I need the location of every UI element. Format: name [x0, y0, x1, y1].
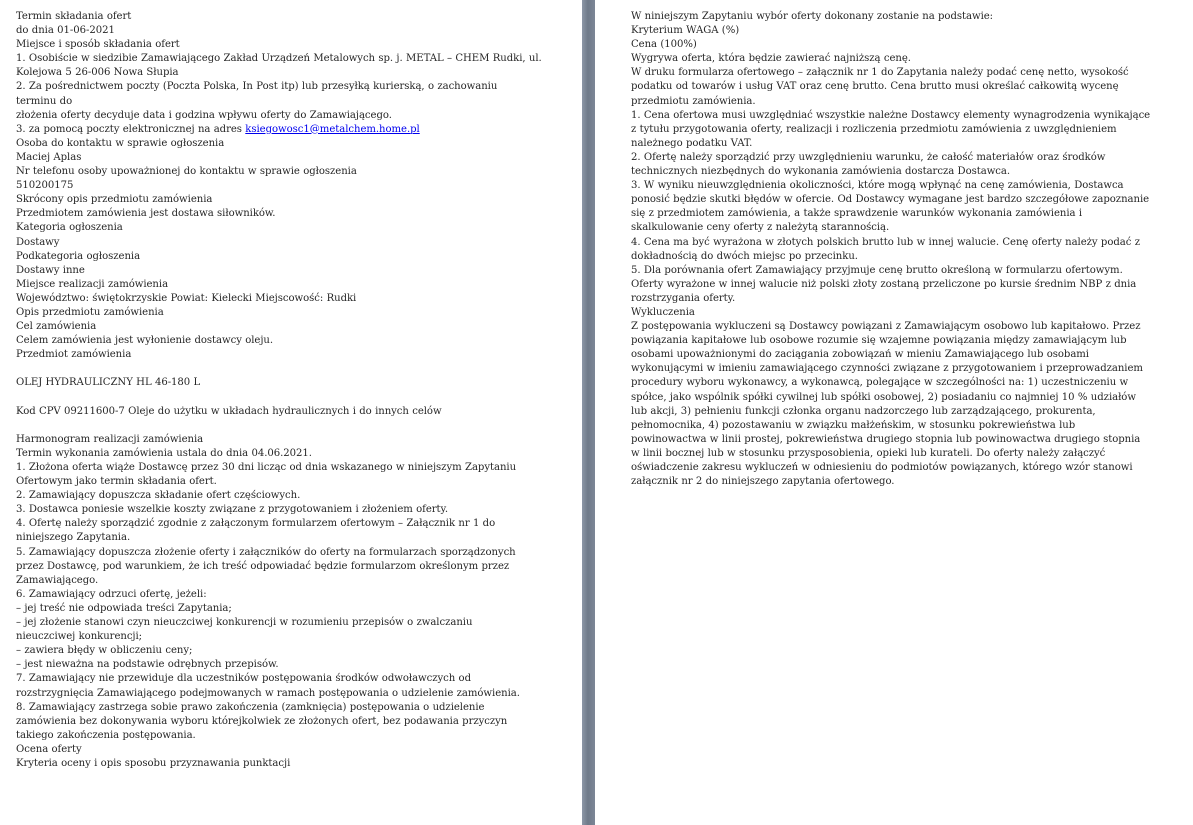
text-line: Nr telefonu osoby upoważnionej do kontaktu w sprawie ogłoszenia	[16, 166, 357, 178]
text-line: Harmonogram realizacji zamówienia	[16, 433, 204, 445]
text-line: 3. W wyniku nieuwzględnienia okoliczności, które mogą wpłynąć na cenę zamówienia, Dostawca	[631, 180, 1124, 192]
text-line: takiego zakończenia postępowania.	[16, 729, 196, 741]
text-line: 4. Ofertę należy sporządzić zgodnie z załączonym formularzem ofertowym – Załącznik nr 1 do	[16, 518, 496, 530]
text-line: załącznik nr 2 do niniejszego zapytania ofertowego.	[631, 476, 895, 488]
text-line: dokładnością do dwóch miejsc po przecinku.	[631, 250, 858, 262]
text-line: W niniejszym Zapytaniu wybór oferty dokonany zostanie na podstawie:	[631, 11, 994, 22]
text-line: 4. Cena ma być wyrażona w złotych polskich brutto lub w innej walucie. Cenę oferty należy podać z	[631, 236, 1140, 248]
text-line: rozstrzygnięcia Zamawiającego podejmowanych w ramach postępowania o udzielenie zamówienia.	[16, 687, 520, 699]
text-line: Kryterium WAGA (%)	[631, 25, 740, 37]
text-line: należnego podatku VAT.	[631, 137, 753, 149]
text-line: Ofertowym jako termin składania ofert.	[16, 476, 217, 488]
text-line: rozstrzygania oferty.	[631, 292, 736, 304]
text-line: złożenia oferty decyduje data i godzina wpływu oferty do Zamawiającego.	[16, 109, 392, 121]
blank-line	[16, 391, 556, 405]
text-line: podatku od towarów i usług VAT oraz cenę brutto. Cena brutto musi określać całkowitą wycenę	[631, 81, 1119, 93]
text-line: oświadczenie zakresu wykluczeń w odniesieniu do podmiotów powiązanych, którego wzór stanowi	[631, 462, 1133, 473]
text-line: Kategoria ogłoszenia	[16, 222, 123, 234]
text-line: Przedmiotem zamówienia jest dostawa siłowników.	[16, 208, 276, 220]
text-line: ponosić będzie skutki błędów w ofercie. Od Dostawcy wymagane jest bardzo szczegółowe zapoznanie	[631, 194, 1150, 206]
text-line: Zamawiającego.	[16, 574, 99, 586]
text-line: 7. Zamawiający nie przewiduje dla uczestników postępowania środków odwoławczych od	[16, 673, 472, 685]
text-line: – jej treść nie odpowiada treści Zapytania;	[16, 602, 232, 614]
text-column-left	[16, 10, 556, 771]
text-line: Miejsce realizacji zamówienia	[16, 278, 169, 290]
text-line: Województwo: świętokrzyskie Powiat: Kielecki Miejscowość: Rudki	[16, 292, 357, 304]
text-line: – zawiera błędy w obliczeniu ceny;	[16, 645, 193, 657]
text-line: Oferty wyrażone w innej walucie niż polski złoty zostaną przeliczone po kursie średnim NBP z dnia	[631, 278, 1137, 290]
text-line: skalkulowanie ceny oferty z należytą starannością.	[631, 222, 890, 234]
text-line: nieuczciwej konkurencji;	[16, 631, 143, 643]
text-line: – jest nieważna na podstawie odrębnych przepisów.	[16, 659, 279, 671]
text-line: Miejsce i sposób składania ofert	[16, 39, 180, 51]
text-line: 8. Zamawiający zastrzega sobie prawo zakończenia (zamknięcia) postępowania o udzielenie	[16, 701, 485, 713]
text-line: Kryteria oceny i opis sposobu przyznawania punktacji	[16, 757, 291, 769]
text-line: Osoba do kontaktu w sprawie ogłoszenia	[16, 137, 225, 149]
email-link[interactable]: ksiegowosc1@metalchem.home.pl	[245, 123, 420, 135]
text-line: 510200175	[16, 180, 74, 192]
text-line: 2. Ofertę należy sporządzić przy uwzględnieniu warunku, że całość materiałów oraz środków	[631, 151, 1106, 163]
text-line: Maciej Aplas	[16, 151, 82, 163]
text-line: terminu do	[16, 95, 73, 107]
text-line: osobami upoważnionymi do zaciągania zobowiązań w mieniu Zamawiającego lub osobami	[631, 349, 1089, 361]
text-line: technicznych niezbędnych do wykonania zamówienia dostarcza Dostawca.	[631, 166, 1011, 178]
text-line: Kolejowa 5 26-006 Nowa Słupia	[16, 67, 179, 79]
text-line: W druku formularza ofertowego – załącznik nr 1 do Zapytania należy podać cenę netto, wysokość	[631, 67, 1129, 79]
text-line: Podkategoria ogłoszenia	[16, 250, 141, 262]
text-line: z tytułu przygotowania oferty, realizacji i rozliczenia przedmiotu zamówienia z uwzględnieniem	[631, 123, 1117, 135]
text-line: zamówienia bez dokonywania wyboru którejkolwiek ze złożonych ofert, bez podawania przyczyn	[16, 715, 508, 727]
text-line: Cel zamówienia	[16, 321, 97, 333]
text-line: Cena (100%)	[631, 39, 697, 51]
text-line: Dostawy inne	[16, 264, 85, 276]
text-line: 1. Osobiście w siedzibie Zamawiającego Zakład Urządzeń Metalowych sp. j. METAL – CHEM Rudki, ul.	[16, 53, 542, 65]
text-line: 1. Złożona oferta wiąże Dostawcę przez 30 dni licząc od dnia wskazanego w niniejszym Zapytaniu	[16, 462, 517, 473]
document-page-left	[0, 0, 582, 825]
email-line	[16, 123, 556, 137]
text-line: Celem zamówienia jest wyłonienie dostawcy oleju.	[16, 335, 274, 347]
text-line: powiązania kapitałowe lub osobowe rozumie się wzajemne powiązania między zamawiającym lub	[631, 335, 1127, 347]
text-line: Termin składania ofert	[16, 11, 132, 22]
text-line: niniejszego Zapytania.	[16, 532, 131, 544]
text-line: Ocena oferty	[16, 743, 82, 755]
email-line-prefix: 3. za pomocą poczty elektronicznej na adres	[16, 123, 246, 135]
text-line: Termin wykonania zamówienia ustala do dnia 04.06.2021.	[16, 447, 312, 459]
text-line: Z postępowania wykluczeni są Dostawcy powiązani z Zamawiającym osobowo lub kapitałowo. Przez	[631, 321, 1141, 333]
text-line: 2. Za pośrednictwem poczty (Poczta Polska, In Post itp) lub przesyłką kurierską, o zachowaniu	[16, 81, 498, 93]
text-line: do dnia 01-06-2021	[16, 25, 115, 37]
text-line: procedury wyboru wykonawcy, a wykonawcą, polegające w szczególności na: 1) uczestniczeniu w	[631, 377, 1129, 389]
text-line: Wykluczenia	[631, 306, 695, 318]
text-line: 5. Dla porównania ofert Zamawiający przyjmuje cenę brutto określoną w formularzu ofertowym.	[631, 264, 1123, 276]
blank-line	[16, 362, 556, 376]
text-line: się z przedmiotem zamówienia, a także sprawdzenie warunków wykonania zamówienia i	[631, 208, 1083, 220]
text-line: Skrócony opis przedmiotu zamówienia	[16, 194, 213, 206]
text-line: lub akcji, 3) pełnieniu funkcji członka organu nadzorczego lub zarządzającego, prokurenta,	[631, 405, 1096, 417]
text-line: pełnomocnika, 4) pozostawaniu w związku małżeńskim, w stosunku pokrewieństwa lub	[631, 419, 1076, 431]
text-line: 3. Dostawca poniesie wszelkie koszty związane z przygotowaniem i złożeniem oferty.	[16, 504, 449, 516]
text-line: 5. Zamawiający dopuszcza złożenie oferty i załączników do oferty na formularzach sporządzonych	[16, 546, 516, 558]
page-divider	[582, 0, 595, 825]
blank-line	[16, 419, 556, 433]
text-line: – jej złożenie stanowi czyn nieuczciwej konkurencji w rozumieniu przepisów o zwalczaniu	[16, 617, 473, 629]
document-page-right	[595, 0, 1193, 825]
text-line: Opis przedmiotu zamówienia	[16, 306, 164, 318]
text-column-right	[631, 10, 1161, 489]
text-line: Dostawy	[16, 236, 60, 248]
text-line: 1. Cena ofertowa musi uwzględniać wszystkie należne Dostawcy elementy wynagrodzenia wynikające	[631, 109, 1151, 121]
text-line: Przedmiot zamówienia	[16, 349, 132, 361]
text-line: OLEJ HYDRAULICZNY HL 46-180 L	[16, 377, 201, 389]
text-line: powinowactwa w linii prostej, pokrewieństwa drugiego stopnia lub powinowactwa drugiego stopnia	[631, 433, 1141, 445]
text-line: przez Dostawcę, pod warunkiem, że ich treść odpowiadać będzie formularzom określonym przez	[16, 560, 510, 572]
text-line: w linii bocznej lub w stosunku przysposobienia, opieki lub kurateli. Do oferty należy załączyć	[631, 447, 1106, 459]
text-line: spółce, jako wspólnik spółki cywilnej lub spółki osobowej, 2) posiadaniu co najmniej 10 % udziałów	[631, 391, 1136, 403]
text-line: Kod CPV 09211600-7 Oleje do użytku w układach hydraulicznych i do innych celów	[16, 405, 442, 417]
text-line: wykonującymi w imieniu zamawiającego czynności związane z przygotowaniem i przeprowadzaniem	[631, 363, 1143, 375]
text-line: 6. Zamawiający odrzuci ofertę, jeżeli:	[16, 588, 207, 600]
text-line: Wygrywa oferta, która będzie zawierać najniższą cenę.	[631, 53, 911, 65]
text-line: przedmiotu zamówienia.	[631, 95, 756, 107]
text-line: 2. Zamawiający dopuszcza składanie ofert częściowych.	[16, 490, 301, 502]
